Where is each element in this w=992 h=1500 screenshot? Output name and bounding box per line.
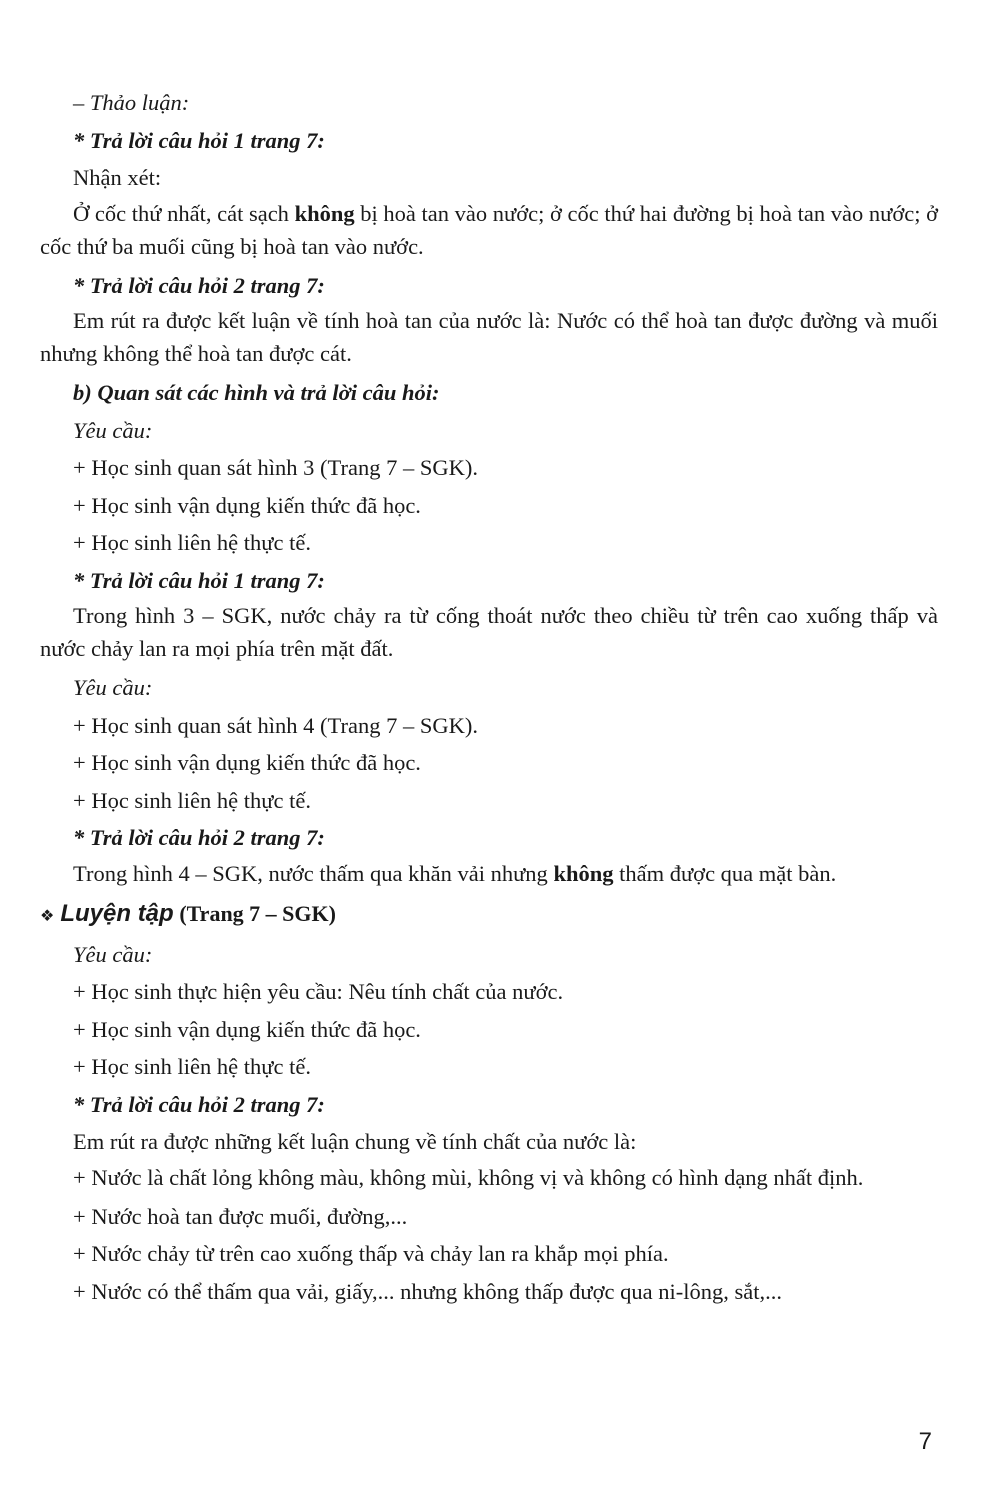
text-run: thấm được qua mặt bàn. xyxy=(613,860,837,886)
list-item: + Học sinh vận dụng kiến thức đã học. xyxy=(73,492,421,518)
list-item: + Học sinh liên hệ thực tế. xyxy=(73,1054,311,1079)
answer-paragraph: Trong hình 3 – SGK, nước chảy ra từ cống thoát nước theo chiều từ trên cao xuống thấp và nước chảy lan ra mọi phía trên mặt đất. xyxy=(40,603,938,661)
list-item: + Học sinh quan sát hình 3 (Trang 7 – SGK). xyxy=(73,455,478,480)
bold-word: không xyxy=(553,860,614,886)
question-heading: * Trả lời câu hỏi 2 trang 7: xyxy=(73,825,325,850)
discussion-label: – Thảo luận: xyxy=(73,90,190,115)
text-run: Trong hình 4 – SGK, nước thấm qua khăn vải nhưng xyxy=(73,860,554,886)
answer-paragraph xyxy=(40,857,938,890)
list-item: + Học sinh quan sát hình 4 (Trang 7 – SGK). xyxy=(73,712,478,738)
list-item: + Học sinh vận dụng kiến thức đã học. xyxy=(73,750,421,775)
page-number: 7 xyxy=(918,1428,932,1455)
diamond-bullet-icon: ❖ xyxy=(40,905,55,925)
bold-word: không xyxy=(294,200,355,226)
text-run: bị hoà tan vào nước; ở cốc thứ hai đường bị hoà tan vào nước; ở cốc thứ ba muối cũng bị hoà tan vào nước. xyxy=(40,200,938,259)
text-run: Ở cốc thứ nhất, cát sạch xyxy=(73,200,295,226)
remark-paragraph xyxy=(40,197,938,263)
conclusion-item: + Nước là chất lỏng không màu, không mùi, không vị và không có hình dạng nhất định. xyxy=(73,1164,864,1190)
list-item: + Học sinh thực hiện yêu cầu: Nêu tính chất của nước. xyxy=(73,979,564,1004)
requirement-label: Yêu cầu: xyxy=(73,417,153,443)
practice-heading xyxy=(40,894,938,936)
practice-subtitle: (Trang 7 – SGK) xyxy=(179,900,336,926)
document-page xyxy=(40,84,938,1310)
section-b-heading: b) Quan sát các hình và trả lời câu hỏi: xyxy=(73,380,440,405)
requirement-label: Yêu cầu: xyxy=(73,675,153,700)
list-item: + Học sinh vận dụng kiến thức đã học. xyxy=(73,1016,421,1042)
question-heading: * Trả lời câu hỏi 1 trang 7: xyxy=(73,127,325,153)
remark-label: Nhận xét: xyxy=(73,165,162,190)
requirement-label: Yêu cầu: xyxy=(73,941,153,967)
list-item: + Học sinh liên hệ thực tế. xyxy=(73,787,311,813)
conclusion-item: + Nước chảy từ trên cao xuống thấp và chảy lan ra khắp mọi phía. xyxy=(73,1241,669,1266)
conclusion-item: + Nước hoà tan được muối, đường,... xyxy=(73,1203,408,1229)
conclusion-intro: Em rút ra được những kết luận chung về tính chất của nước là: xyxy=(73,1129,637,1154)
practice-title: Luyện tập xyxy=(60,899,174,927)
question-heading: * Trả lời câu hỏi 1 trang 7: xyxy=(73,567,325,593)
list-item: + Học sinh liên hệ thực tế. xyxy=(73,530,311,555)
conclusion-item: + Nước có thể thấm qua vải, giấy,... nhưng không thấp được qua ni-lông, sắt,... xyxy=(73,1278,782,1304)
question-heading: * Trả lời câu hỏi 2 trang 7: xyxy=(73,1091,325,1117)
conclusion-paragraph: Em rút ra được kết luận về tính hoà tan của nước là: Nước có thể hoà tan được đường và muối nhưng không thể hoà tan được cát. xyxy=(40,308,938,366)
question-heading: * Trả lời câu hỏi 2 trang 7: xyxy=(73,272,325,298)
